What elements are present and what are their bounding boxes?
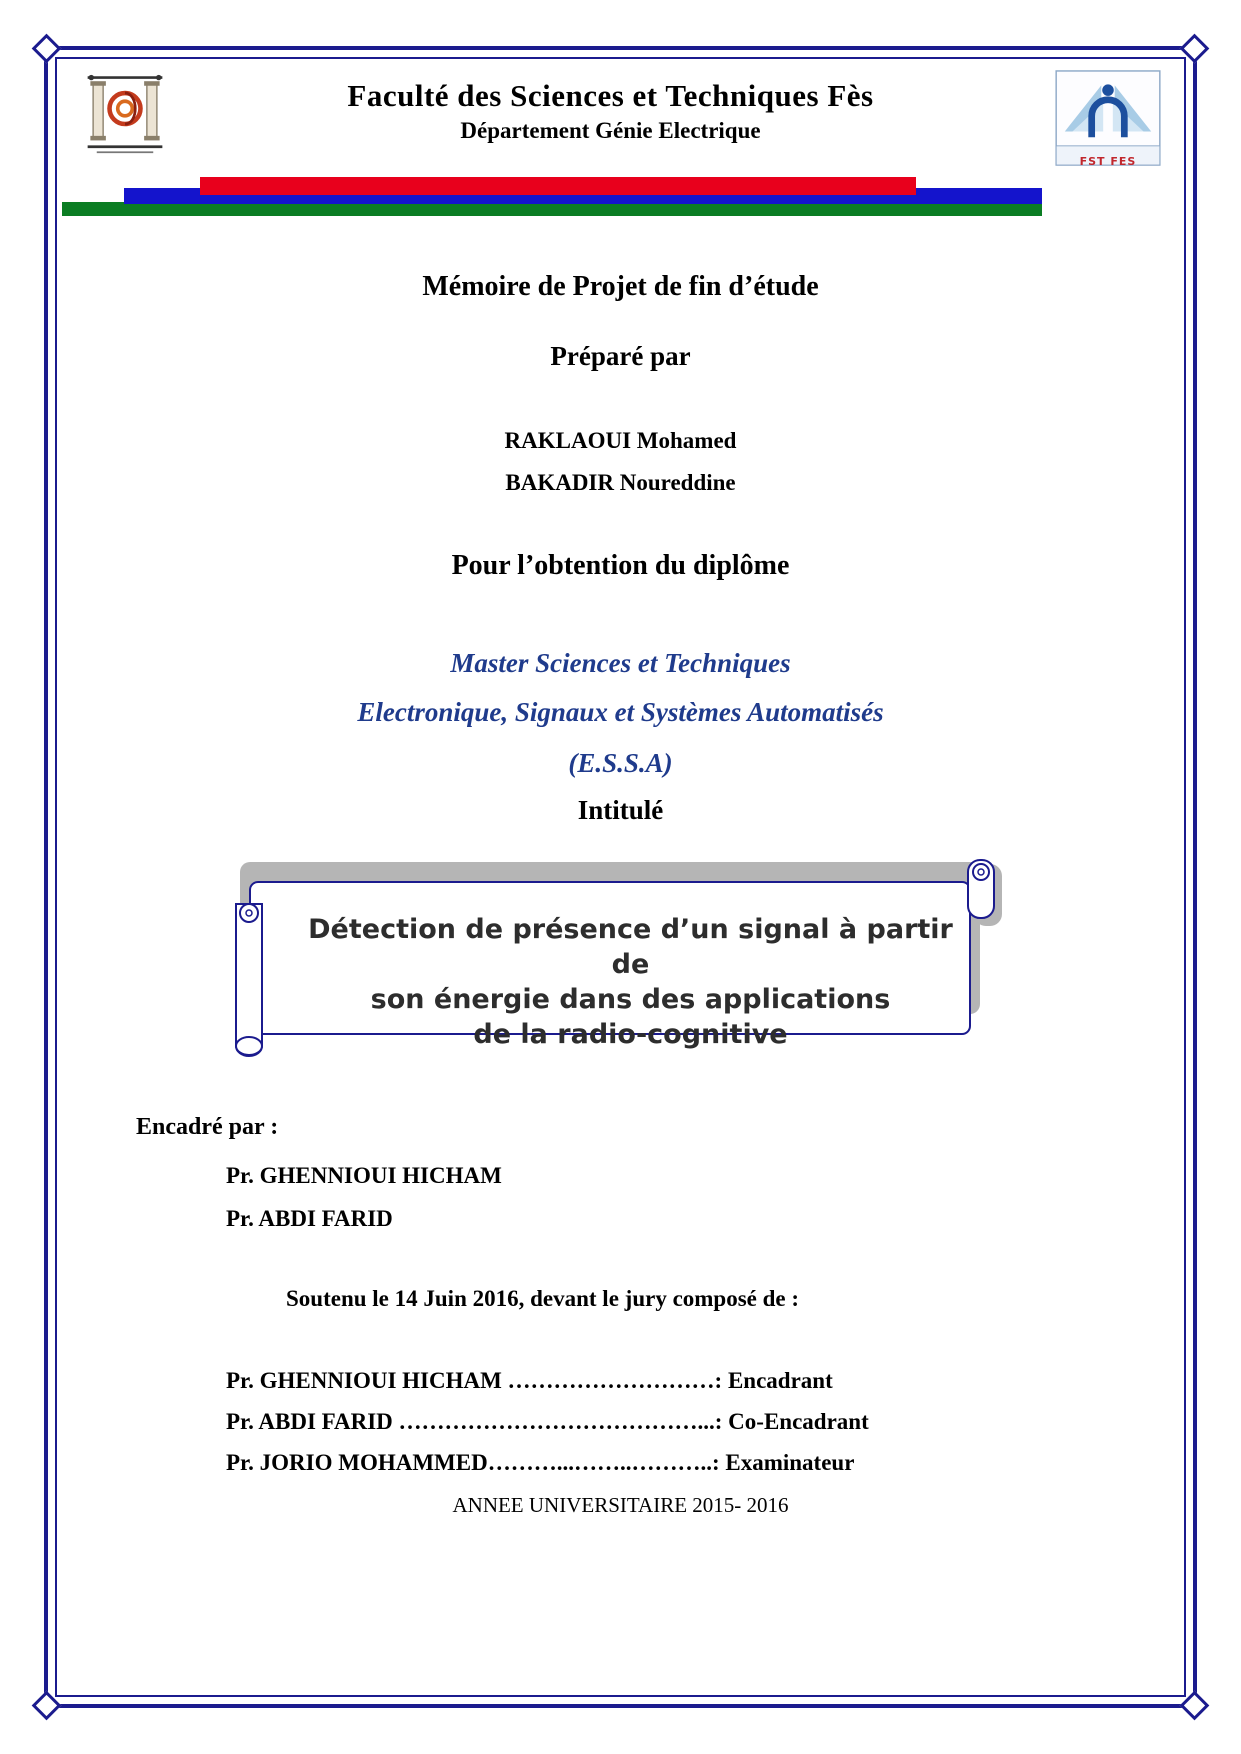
thesis-title [286, 912, 976, 1052]
degree-line: Electronique, Signaux et Systèmes Automatisés [357, 697, 884, 727]
title-scroll-banner [226, 852, 1016, 1070]
page-content [60, 60, 1181, 1694]
university-emblem-icon [84, 70, 166, 163]
supervisor-name: Pr. GHENNIOUI HICHAM [226, 1163, 502, 1188]
header-titles [166, 70, 1055, 144]
memoire-heading: Mémoire de Projet de fin d’étude [422, 271, 819, 302]
jury-member-line: Pr. JORIO MOHAMMED………...……..………..: Examinateur [226, 1450, 855, 1475]
header [60, 60, 1181, 171]
faculty-name: Faculté des Sciences et Techniques Fès [347, 78, 874, 113]
thesis-title-line: Détection de présence d’un signal à partir de [308, 914, 953, 981]
supervised-by-label: Encadré par : [136, 1114, 279, 1140]
supervisor-name: Pr. ABDI FARID [226, 1206, 393, 1231]
jury-member-line: Pr. ABDI FARID …………………………………...: Co-Encadrant [226, 1409, 869, 1434]
fst-fes-logo-caption: FST FES [1079, 155, 1137, 168]
obtention-heading: Pour l’obtention du diplôme [451, 550, 790, 581]
degree-line: (E.S.S.A) [568, 748, 673, 778]
jury-member-line: Pr. GHENNIOUI HICHAM ………………………: Encadrant [226, 1368, 833, 1393]
intitule-heading: Intitulé [577, 795, 664, 825]
fst-fes-logo-icon [1055, 70, 1161, 171]
red-bar [200, 177, 916, 195]
author-name: RAKLAOUI Mohamed [504, 428, 737, 453]
thesis-title-line: de la radio-cognitive [473, 1019, 788, 1051]
academic-year-footer: ANNEE UNIVERSITAIRE 2015- 2016 [452, 1493, 789, 1517]
thesis-title-line: son énergie dans des applications [370, 984, 891, 1016]
decorative-bars [60, 177, 1181, 221]
author-name: BAKADIR Noureddine [505, 470, 736, 495]
green-bar [62, 202, 1042, 216]
defense-line: Soutenu le 14 Juin 2016, devant le jury composé de : [286, 1286, 800, 1311]
degree-line: Master Sciences et Techniques [450, 648, 791, 678]
prepared-by-heading: Préparé par [550, 341, 691, 371]
department-name: Département Génie Electrique [460, 118, 761, 143]
